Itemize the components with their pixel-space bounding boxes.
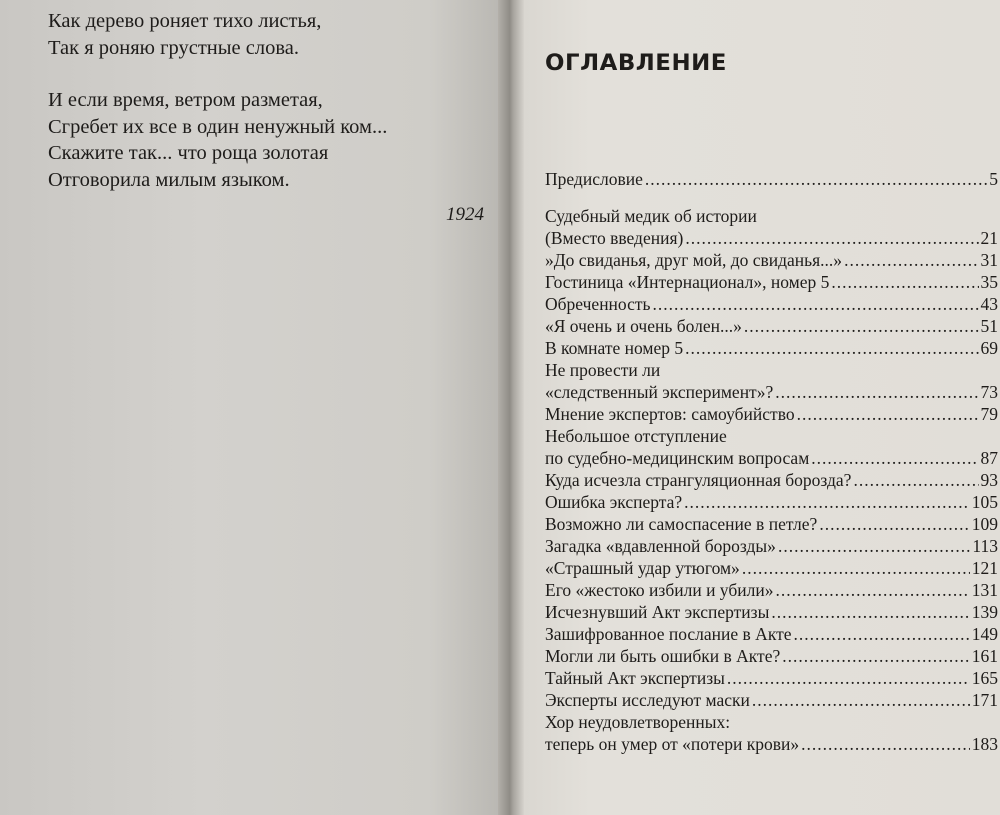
toc-entry-title: »До свиданья, друг мой, до свиданья...» (545, 250, 843, 270)
toc-leader-dots (775, 579, 969, 601)
toc-entry-title: Хор неудовлетворенных: (545, 712, 731, 732)
toc-entry-title: «следственный эксперимент»? (545, 382, 774, 402)
toc-entry (545, 733, 998, 755)
toc-leader-dots (685, 337, 978, 359)
toc-entry-title: «Страшный удар утюгом» (545, 558, 740, 578)
toc-entry (545, 535, 998, 557)
toc-leader-dots (645, 168, 987, 190)
poem-stanza (48, 87, 387, 193)
toc-entry (545, 337, 998, 359)
toc-leader-dots (778, 535, 970, 557)
toc-entry-title: теперь он умер от «потери крови» (545, 734, 800, 754)
toc-leader-dots (831, 271, 978, 293)
toc-entry-page: 149 (971, 624, 998, 644)
toc-entry-page: 183 (971, 734, 998, 754)
toc-entry-page: 171 (971, 690, 998, 710)
toc-entry (545, 645, 998, 667)
toc-entry-title: Могли ли быть ошибки в Акте? (545, 646, 781, 666)
toc-entry (545, 205, 998, 227)
toc-entry-page: 51 (980, 316, 998, 336)
toc-entry (545, 689, 998, 711)
toc-entry-title: Обреченность (545, 294, 651, 314)
toc-leader-dots (844, 249, 978, 271)
toc-entry (545, 315, 998, 337)
toc-entry-title: Судебный медик об истории (545, 206, 757, 226)
toc-entry-title: (Вместо введения) (545, 228, 684, 248)
toc-entry-title: «Я очень и очень болен...» (545, 316, 742, 336)
toc-entry-page: 5 (989, 169, 998, 189)
toc-entry (545, 667, 998, 689)
poem-line: Отговорила милым языком. (48, 168, 290, 191)
toc-entry (545, 359, 998, 381)
poem-line: Сгребет их все в один ненужный ком... (48, 115, 388, 138)
toc-entry (545, 711, 998, 733)
toc-entry-page: 93 (980, 470, 998, 490)
toc-entry (545, 425, 998, 447)
toc-leader-dots (853, 469, 978, 491)
toc-entry-title: Возможно ли самоспасение в петле? (545, 514, 818, 534)
toc-entry-page: 113 (972, 536, 998, 556)
toc-entry-page: 43 (980, 294, 998, 314)
toc-entry (545, 513, 998, 535)
toc-entry-page: 105 (971, 492, 998, 512)
toc-entry-title: по судебно-медицинским вопросам (545, 448, 810, 468)
toc-leader-dots (742, 557, 970, 579)
toc-leader-dots (771, 601, 969, 623)
toc-entry-page: 73 (980, 382, 998, 402)
poem-line: И если время, ветром разметая, (48, 89, 323, 111)
book-gutter (498, 0, 524, 815)
toc-entry-title: Небольшое отступление (545, 426, 727, 446)
toc-entry-page: 79 (980, 404, 998, 424)
toc-entry (545, 557, 998, 579)
toc-entry-page: 161 (971, 646, 998, 666)
toc-leader-dots (811, 447, 978, 469)
poem-line: Так я роняю грустные слова. (48, 36, 299, 59)
toc-entry-page: 31 (980, 250, 998, 270)
toc-entry (545, 249, 998, 271)
toc-entry (545, 579, 998, 601)
toc-leader-dots (794, 623, 970, 645)
toc-entry-page: 69 (980, 338, 998, 358)
toc-entry-title: Не провести ли (545, 360, 661, 380)
toc-entry (545, 227, 998, 249)
toc-entry-title: Загадка «вдавленной борозды» (545, 536, 776, 556)
toc-entry-title: Предисловие (545, 169, 643, 189)
toc-entry-page: 21 (980, 228, 998, 248)
toc-entry (545, 447, 998, 469)
toc-leader-dots (819, 513, 969, 535)
toc-entry-page: 165 (971, 668, 998, 688)
toc-entry-title: Эксперты исследуют маски (545, 690, 750, 710)
toc-entry-title: Его «жестоко избили и убили» (545, 580, 774, 600)
toc-entry-page: 109 (971, 514, 998, 534)
toc-entry-page: 121 (971, 558, 998, 578)
toc-leader-dots (653, 293, 979, 315)
toc-entry-title: Исчезнувший Акт экспертизы (545, 602, 770, 622)
toc-entry-title: Гостиница «Интернационал», номер 5 (545, 272, 830, 292)
toc-entry-title: Тайный Акт экспертизы (545, 668, 725, 688)
toc-entry-title: В комнате номер 5 (545, 338, 684, 358)
toc-leader-dots (744, 315, 979, 337)
table-of-contents (545, 168, 998, 755)
toc-leader-dots (752, 689, 970, 711)
toc-leader-dots (775, 381, 978, 403)
toc-entry (545, 491, 998, 513)
toc-entry (545, 381, 998, 403)
toc-entry (545, 403, 998, 425)
poem-year: 1924 (446, 204, 484, 225)
toc-entry-page: 139 (971, 602, 998, 622)
toc-entry-page: 87 (980, 448, 998, 468)
toc-entry (545, 271, 998, 293)
toc-entry (545, 623, 998, 645)
toc-leader-dots (727, 667, 970, 689)
toc-entry (545, 469, 998, 491)
toc-entry-title: Куда исчезла странгуляционная борозда? (545, 470, 852, 490)
toc-entry (545, 293, 998, 315)
toc-heading: ОГЛАВЛЕНИЕ (545, 51, 727, 76)
toc-entry-page: 131 (971, 580, 998, 600)
poem-line: Скажите так... что роща золотая (48, 142, 329, 164)
toc-leader-dots (801, 733, 970, 755)
poem (48, 8, 387, 219)
toc-leader-dots (684, 491, 970, 513)
toc-entry-title: Зашифрованное послание в Акте (545, 624, 792, 644)
toc-leader-dots (782, 645, 970, 667)
toc-entry-title: Ошибка эксперта? (545, 492, 683, 512)
toc-entry (545, 601, 998, 623)
poem-stanza (48, 8, 387, 61)
toc-leader-dots (797, 403, 979, 425)
poem-line: Как дерево роняет тихо листья, (48, 10, 322, 32)
toc-entry-title: Мнение экспертов: самоубийство (545, 404, 795, 424)
toc-entry (545, 168, 998, 190)
toc-entry-page: 35 (980, 272, 998, 292)
toc-leader-dots (685, 227, 978, 249)
